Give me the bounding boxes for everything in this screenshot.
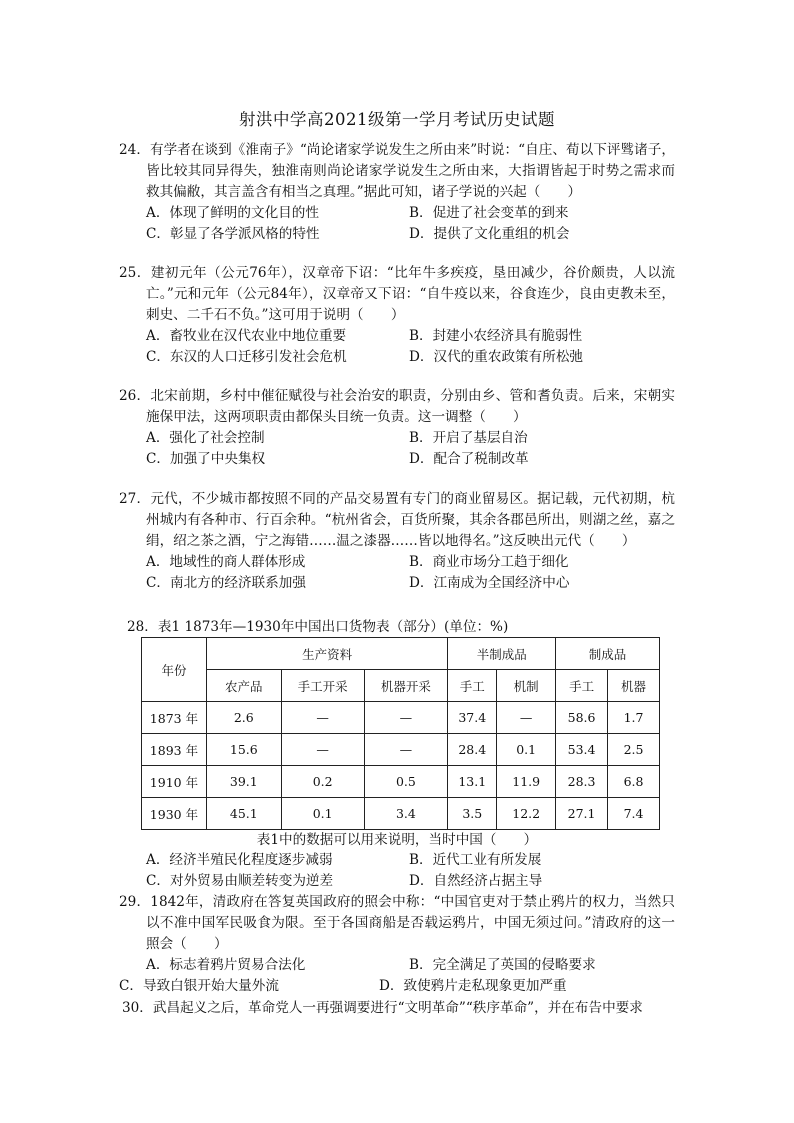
option-c: C．东汉的人口迁移引发社会危机 [146,349,347,365]
table-cell: — [364,702,448,734]
subheader-cell: 手工 [448,670,497,702]
question-stem: 27．元代，不少城市都按照不同的产品交易置有专门的商业留易区。据记载，元代初期，杭州城内有各种市、行百余种。“杭州省会，百货所聚，其余各郡邑所出，则湖之丝，嘉之绢，绍之茶之酒，宁之海错……温之漆器……皆以地得名。”这反映出元代（ ） [119,491,675,549]
option-c: C．加强了中央集权 [146,451,266,467]
header-group-production: 生产资料 [206,638,447,670]
table-cell: 27.1 [556,798,608,830]
subheader-cell: 机器开采 [364,670,448,702]
question-stem: 24．有学者在谈到《淮南子》“尚论诸家学说发生之所由来”时说：“自庄、荀以下评骘诸子，皆比较其同异得失，独淮南则尚论诸家学说发生之所由来，大指谓皆起于时势之需求而救其偏敝，其言盖含有相当之真理。”据此可知，诸子学说的兴起（ ） [119,142,675,200]
question-stem: 30．武昌起义之后，革命党人一再强调要进行“文明革命”“秩序革命”，并在布告中要求 [122,1000,643,1016]
option-a: A．体现了鲜明的文化目的性 [146,205,319,221]
table-cell: — [281,702,364,734]
question-29-options-cd [119,976,642,997]
table-cell: 39.1 [206,766,281,798]
table-subheader-row [142,670,660,702]
table-cell: 6.8 [608,766,660,798]
option-d: D．江南成为全国经济中心 [409,575,570,591]
header-group-semifinished: 半制成品 [448,638,556,670]
table-cell: 7.4 [608,798,660,830]
table-row [142,798,660,830]
option-b: B．商业市场分工趋于细化 [409,554,569,570]
option-a: A．经济半殖民化程度逐步减弱 [146,852,333,868]
table-cell: — [497,702,556,734]
table-cell: 11.9 [497,766,556,798]
option-c: C．对外贸易由顺差转变为逆差 [146,873,334,889]
option-d: D．致使鸦片走私现象更加严重 [379,978,567,994]
page-title: 射洪中学高2021级第一学月考试历史试题 [239,110,555,129]
option-c: C．彰显了各学派风格的特性 [146,226,320,242]
subheader-cell: 机器 [608,670,660,702]
option-b: B．促进了社会变革的到来 [409,205,569,221]
question-stem: 29．1842年，清政府在答复英国政府的照会中称：“中国官吏对于禁止鸦片的权力，当然只以不准中国军民吸食为限。至于各国商船是否载运鸦片，中国无须过问。”清政府的这一照会（ ） [119,894,675,952]
option-a: A．标志着鸦片贸易合法化 [146,957,306,973]
export-goods-table [141,637,660,830]
table-cell: — [281,734,364,766]
option-b: B．近代工业有所发展 [409,852,542,868]
table-cell: 1930 年 [142,798,207,830]
option-c: C．导致白银开始大量外流 [119,978,279,994]
options [146,203,675,245]
table-cell: 45.1 [206,798,281,830]
table-cell: 15.6 [206,734,281,766]
option-d: D．配合了税制改革 [409,451,529,467]
options [146,955,675,976]
table-cell: 2.5 [608,734,660,766]
option-d: D．汉代的重农政策有所松弛 [409,349,584,365]
option-b: B．完全满足了英国的侵略要求 [409,957,596,973]
table-cell: 1893 年 [142,734,207,766]
table-cell: 13.1 [448,766,497,798]
table-cell: 53.4 [556,734,608,766]
table-row [142,734,660,766]
table-cell: 1.7 [608,702,660,734]
question-28-caption: 28．表1 1873年—1930年中国出口货物表（部分）(单位：%) [127,619,509,635]
options [146,326,675,368]
question-27 [119,489,675,594]
table-cell: 12.2 [497,798,556,830]
table-cell: 58.6 [556,702,608,734]
table-cell: 2.6 [206,702,281,734]
question-29 [119,892,675,976]
options [146,552,675,594]
table-cell: — [364,734,448,766]
table-row [142,702,660,734]
question-28-options [146,850,672,892]
table-cell: 1873 年 [142,702,207,734]
header-year: 年份 [142,638,207,702]
option-d: D．提供了文化重组的机会 [409,226,570,242]
option-b: B．封建小农经济具有脆弱性 [409,328,583,344]
question-stem: 25．建初元年（公元76年），汉章帝下诏：“比年牛多疾疫，垦田减少，谷价颇贵，人以流亡。”元和元年（公元84年），汉章帝又下诏：“自牛疫以来，谷食连少，良由吏教未至，刺史、二千石不负。”这可用于说明（ ） [119,265,675,323]
table-cell: 0.2 [281,766,364,798]
subheader-cell: 机制 [497,670,556,702]
table-cell: 0.1 [497,734,556,766]
question-30 [122,998,682,1019]
table-cell: 28.3 [556,766,608,798]
subheader-cell: 手工 [556,670,608,702]
question-stem: 26．北宋前期，乡村中催征赋役与社会治安的职责，分别由乡、管和耆负责。后来，宋朝实施保甲法，这两项职责由都保头目统一负责。这一调整（ ） [119,388,675,425]
header-group-finished: 制成品 [556,638,660,670]
table-cell: 37.4 [448,702,497,734]
options [146,428,675,470]
subheader-cell: 农产品 [206,670,281,702]
table-row [142,766,660,798]
question-28-stem: 表1中的数据可以用来说明，当时中国（ ） [256,832,538,848]
table-cell: 3.5 [448,798,497,830]
option-a: A．地域性的商人群体形成 [146,554,306,570]
option-b: B．开启了基层自治 [409,430,528,446]
option-a: A．畜牧业在汉代农业中地位重要 [146,328,347,344]
table-cell: 0.1 [281,798,364,830]
subheader-cell: 手工开采 [281,670,364,702]
table-cell: 3.4 [364,798,448,830]
option-c: C．南北方的经济联系加强 [146,575,306,591]
table-cell: 1910 年 [142,766,207,798]
question-24 [119,140,675,245]
option-d: D．自然经济占据主导 [409,873,543,889]
question-25 [119,263,675,368]
option-a: A．强化了社会控制 [146,430,265,446]
table-header-row [142,638,660,670]
question-26 [119,386,675,470]
table-cell: 28.4 [448,734,497,766]
table-cell: 0.5 [364,766,448,798]
